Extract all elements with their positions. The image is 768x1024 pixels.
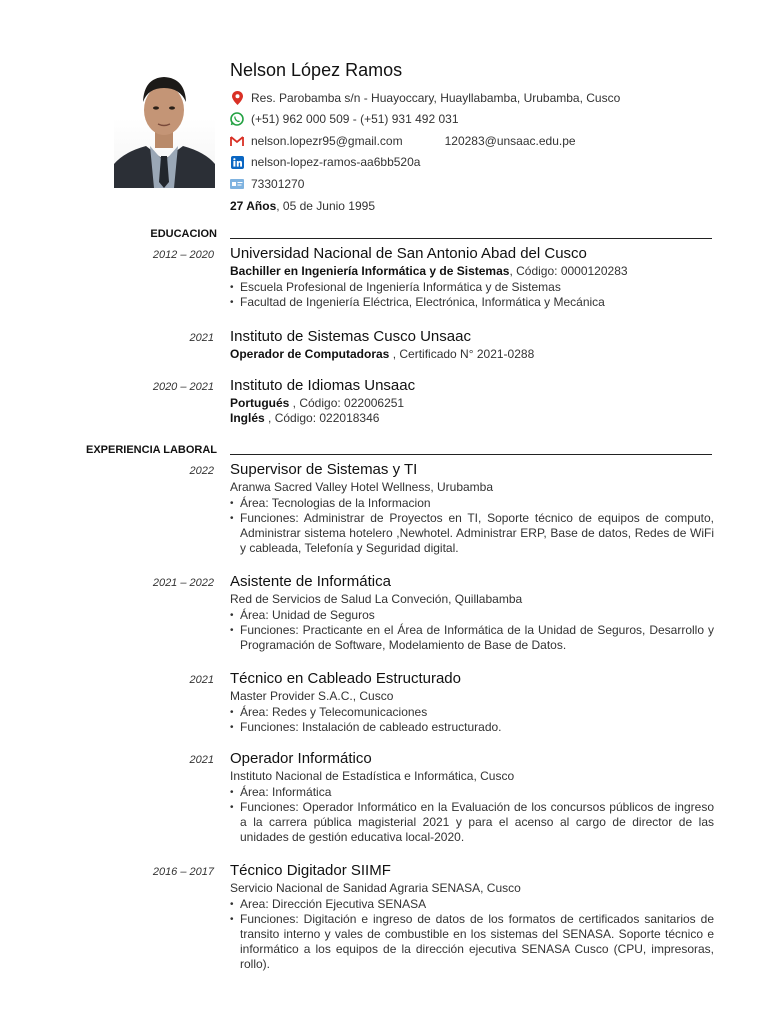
phone-text[interactable]: (+51) 962 000 509 - (+51) 931 492 031 xyxy=(251,112,459,126)
email-primary[interactable]: nelson.lopezr95@gmail.com xyxy=(251,134,403,148)
list-item: • Funciones: Administrar de Proyectos en TI, Soporte técnico de equipos de computo, Administrar sistema hotelero ,Newhotel. Administrar ERP, Base de datos, Redes de WiFi y cableada, Telefonía y Seguridad digital. xyxy=(230,511,714,556)
age-value: 27 Años xyxy=(230,199,277,213)
whatsapp-icon xyxy=(230,112,244,126)
entry-date: 2022 xyxy=(189,465,214,477)
section-title-experience: EXPERIENCIA LABORAL xyxy=(86,444,217,456)
certificate-name: Operador de Computadoras xyxy=(230,347,390,361)
entry-title: Técnico Digitador SIIMF xyxy=(230,862,391,879)
entry-date: 2021 xyxy=(189,754,214,766)
language-code: , Código: 022018346 xyxy=(264,411,380,425)
entry-title: Operador Informático xyxy=(230,750,372,767)
entry-subtitle xyxy=(230,264,714,279)
entry-date: 2021 xyxy=(189,332,214,344)
list-item: • Funciones: Instalación de cableado estructurado. xyxy=(230,720,714,735)
list-item: • Facultad de Ingeniería Eléctrica, Electrónica, Informática y Mecánica xyxy=(230,295,714,310)
location-pin-icon xyxy=(230,91,244,105)
entry-title: Instituto de Sistemas Cusco Unsaac xyxy=(230,328,471,345)
language-code: , Código: 022006251 xyxy=(289,396,405,410)
entry-subtitle xyxy=(230,347,714,362)
certificate-number: , Certificado N° 2021-0288 xyxy=(389,347,535,361)
degree-name: Bachiller en Ingeniería Informática y de Sistemas xyxy=(230,264,510,278)
entry-date: 2021 – 2022 xyxy=(152,577,214,589)
email-secondary[interactable]: 120283@unsaac.edu.pe xyxy=(444,134,576,148)
dni-text: 73301270 xyxy=(251,177,305,191)
age-line xyxy=(230,199,375,213)
list-item: • Funciones: Digitación e ingreso de datos de los formatos de certificados sanitarios de transito interno y vales de combustible en los sistemas del SENASA. Soporte técnico e informático a los equipos de la dirección ejecutiva SENASA Cusco (CPU, impresoras, rollo). xyxy=(230,912,714,972)
linkedin-text[interactable]: nelson-lopez-ramos-aa6bb520a xyxy=(251,155,421,169)
entry-date: 2012 – 2020 xyxy=(152,249,214,261)
section-title-education: EDUCACION xyxy=(150,228,217,240)
degree-code: , Código: 0000120283 xyxy=(509,264,628,278)
id-card-icon xyxy=(230,177,244,191)
entry-title: Supervisor de Sistemas y TI xyxy=(230,461,418,478)
entry-title: Técnico en Cableado Estructurado xyxy=(230,670,461,687)
email-row xyxy=(230,134,576,148)
address-text: Res. Parobamba s/n - Huayoccary, Huayllabamba, Urubamba, Cusco xyxy=(251,91,621,105)
gmail-icon xyxy=(230,134,244,148)
entry-organization: Aranwa Sacred Valley Hotel Wellness, Urubamba xyxy=(230,480,494,494)
entry-date: 2016 – 2017 xyxy=(152,866,214,878)
phone-row xyxy=(230,112,459,126)
entry-title: Instituto de Idiomas Unsaac xyxy=(230,377,416,394)
entry-title: Universidad Nacional de San Antonio Abad del Cusco xyxy=(230,245,587,262)
address-row xyxy=(230,91,620,105)
entry-organization: Master Provider S.A.C., Cusco xyxy=(230,689,394,703)
entry-organization: Red de Servicios de Salud La Conveción, Quillabamba xyxy=(230,592,523,606)
entry-organization: Instituto Nacional de Estadística e Informática, Cusco xyxy=(230,769,515,783)
entry-subtitle xyxy=(230,396,714,411)
list-item: • Escuela Profesional de Ingeniería Informática y de Sistemas xyxy=(230,280,714,295)
entry-date: 2021 xyxy=(189,674,214,686)
entry-title: Asistente de Informática xyxy=(230,573,391,590)
list-item: • Area: Dirección Ejecutiva SENASA xyxy=(230,897,714,912)
language-name: Portugués xyxy=(230,396,290,410)
list-item: • Área: Unidad de Seguros xyxy=(230,608,714,623)
entry-organization: Servicio Nacional de Sanidad Agraria SENASA, Cusco xyxy=(230,881,521,895)
list-item: • Área: Tecnologias de la Informacion xyxy=(230,496,714,511)
language-name: Inglés xyxy=(230,411,265,425)
list-item: • Funciones: Operador Informático en la Evaluación de los concursos públicos de ingreso a la carrera pública magisterial 2021 y para el acenso al cargo de director de las unidades de gestión educativa local-2020. xyxy=(230,800,714,845)
birth-date: , 05 de Junio 1995 xyxy=(276,199,375,213)
entry-subtitle xyxy=(230,411,714,426)
id-row xyxy=(230,177,304,191)
linkedin-row xyxy=(230,155,420,169)
linkedin-icon xyxy=(230,155,244,169)
section-divider-experience xyxy=(230,454,712,455)
list-item: • Área: Informática xyxy=(230,785,714,800)
section-divider-education xyxy=(230,238,712,239)
list-item: • Área: Redes y Telecomunicaciones xyxy=(230,705,714,720)
list-item: • Funciones: Practicante en el Área de Informática de la Unidad de Seguros, Desarrollo y Programación de Software, Modelamiento de Base de Datos. xyxy=(230,623,714,653)
profile-photo xyxy=(114,72,215,188)
person-name: Nelson López Ramos xyxy=(230,60,403,80)
entry-date: 2020 – 2021 xyxy=(152,381,214,393)
